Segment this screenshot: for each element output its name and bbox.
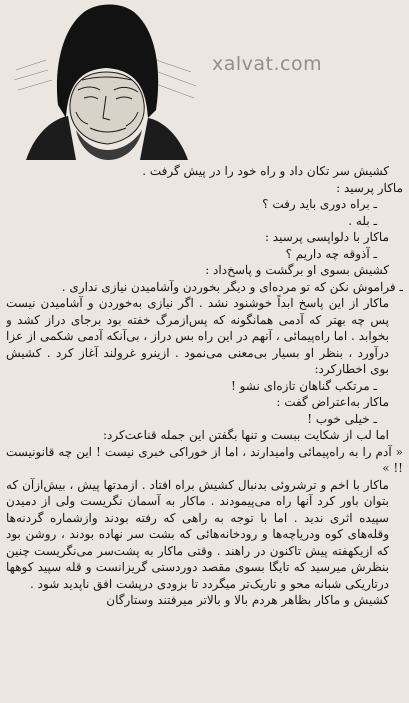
dialogue-line: ـ بله . — [348, 213, 377, 228]
paragraph: کشیش بسوی او برگشت و پاسخ‌داد : — [205, 263, 389, 277]
story-text — [6, 163, 403, 699]
paragraph: ماکار به‌اعتراض گفت : — [276, 395, 389, 409]
monk-drawing — [6, 0, 206, 160]
dialogue-line: ـ خیلی خوب ! — [307, 411, 377, 426]
paragraph: کشیش سر تکان داد و راه خود را در پیش گرفت . — [142, 164, 389, 178]
dialogue-line: ـ فراموش نکن که تو مرده‌ای و دیگر بخوردن وآشامیدن نیازی نداری . — [61, 279, 403, 294]
dialogue-line: ـ مرتکب گناهان تازه‌ای نشو ! — [230, 378, 377, 393]
paragraph: ماکار با اخم و ترشروئی بدنبال کشیش براه افتاد . ازمدتها پیش ، بیش‌ازآن که بتوان باور کرد آنها راه می‌پیمودند . ماکار به آسمان نگریست ولی از دمیدن سپیده اثری ندید . اما با توجه به راهی که رفته بودند وازشماره گردنه‌ها وقله‌های کوه ودریاچه‌ها و رودخانه‌هائی که بشت سر نهاده بودند ، روشن بود که ازیکهفته پیش تاکنون در راهند . وقتی ماکار به پشت‌سر می‌نگریست چنین بنظرش میرسید که تایگا بسوی مقصد دوردستی گریزانست و قله سپید کوهها درتاریکی شبانه محو و تاریک‌تر میگردد تا بزودی درپشت افق ناپدید شود . — [6, 477, 390, 591]
dialogue-line: ـ براه دوری باید رفت ؟ — [262, 197, 377, 211]
dialogue-line: ـ آذوقه چه داریم ؟ — [285, 246, 377, 261]
monk-illustration — [6, 0, 206, 160]
paragraph: ماکار از این پاسخ ابداً خوشنود نشد . اگر نیازی به‌خوردن و آشامیدن نیست پس چه بهتر که آدمی همانگونه که پس‌ازمرگ خفته بود برجای دراز کشد و بخوابد . اما راه‌پیمائی ، آنهم در این راه بس دراز ، بی‌آنکه آدمی شکمی از عزا درآورد ، بنظر او بسیار بی‌معنی می‌نمود . ازینرو غرولند آغاز کرد . کشیش بوی اخطارکرد: — [6, 296, 389, 376]
paragraph: کشیش و ماکار بظاهر هردم بالا و بالاتر میرفتند وستارگان — [106, 593, 389, 607]
paragraph: اما لب از شکایت ببست و تنها بگفتن این جمله قناعت‌کرد: — [102, 428, 389, 442]
watermark-text: xalvat.com — [212, 53, 323, 75]
paragraph: ماکار با دلواپسی پرسید : — [264, 230, 389, 244]
paragraph: ماکار پرسید : — [336, 180, 403, 195]
quote: « آدم را به راه‌پیمائی وامیدارند ، اما از خوراکی خبری نیست ! این چه قانونیست !! » — [6, 444, 403, 475]
